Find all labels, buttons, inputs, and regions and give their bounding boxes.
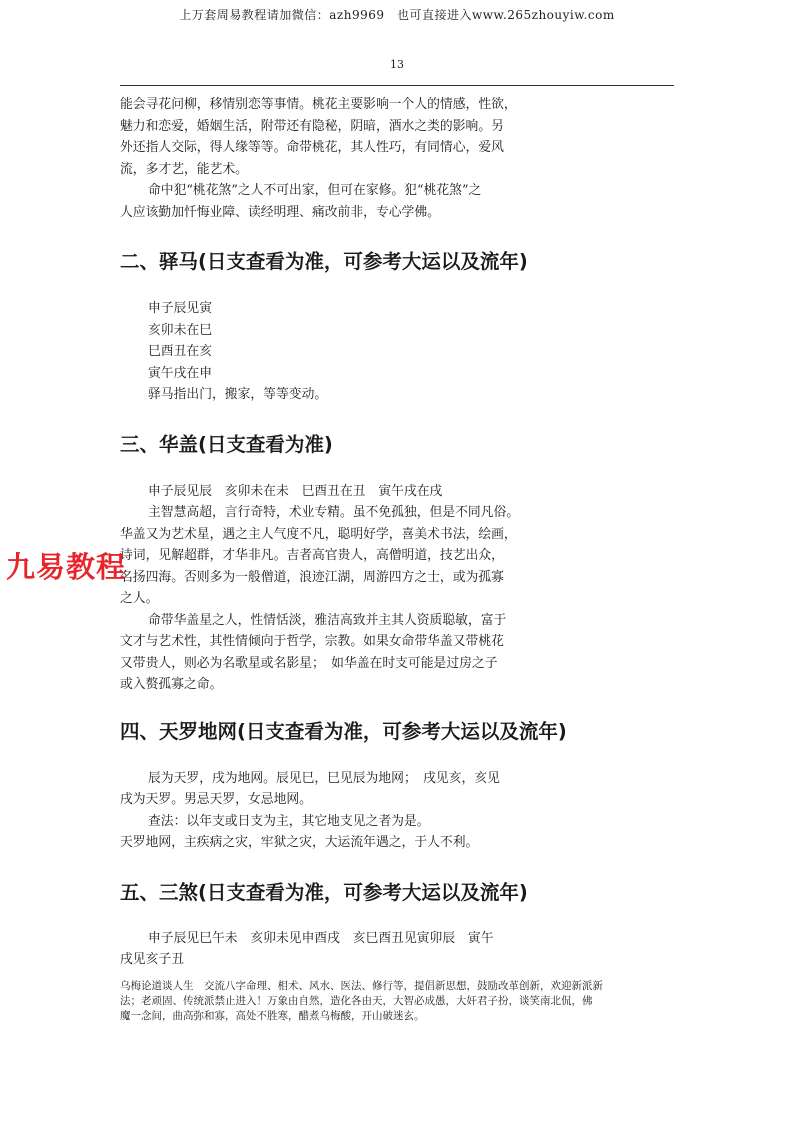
intro-para-line: 人应该勤加忏悔业障、读经明理、痛改前非，专心学佛。 — [120, 204, 440, 220]
paragraph-line: 辰为天罗，戌为地网。辰见巳，巳见辰为地网； 戌见亥，亥见 — [148, 770, 500, 786]
section-heading-huagai: 三、华盖(日支查看为准) — [120, 432, 333, 456]
paragraph-line: 名扬四海。否则多为一般僧道，浪迹江湖，周游四方之士，或为孤寡 — [120, 569, 504, 585]
intro-line: 能会寻花问柳，移情别恋等事情。桃花主要影响一个人的情感，性欲， — [120, 97, 517, 112]
list-item: 申子辰见寅 — [148, 301, 212, 316]
footer-line: 法；老顽固、传统派禁止进入！万象由自然，造化各由天，大智必成愚，大奸君子扮，谈笑南北侃，佛 — [120, 995, 593, 1007]
paragraph-line: 或入赘孤寡之命。 — [120, 677, 223, 692]
list-item: 巳酉丑在亥 — [148, 344, 212, 359]
paragraph-line: 之人。 — [120, 591, 159, 606]
paragraph-line: 华盖又为艺术星，遇之主人气度不凡，聪明好学，喜美术书法，绘画， — [120, 526, 517, 542]
intro-para-line: 命中犯“桃花煞”之人不可出家，但可在家修。犯“桃花煞”之 — [148, 183, 482, 198]
section-heading-tianluo: 四、天罗地网(日支查看为准，可参考大运以及流年) — [120, 719, 567, 743]
paragraph-line: 申子辰见巳午未 亥卯未见申酉戌 亥巳酉丑见寅卯辰 寅午 — [148, 930, 494, 946]
paragraph-line: 戌为天罗。男忌天罗，女忌地网。 — [120, 792, 312, 807]
watermark-logo: 九易教程 — [6, 550, 127, 584]
list-item: 寅午戌在申 — [148, 365, 212, 381]
document-body — [120, 94, 567, 971]
section-heading-yima: 二、驿马(日支查看为准，可参考大运以及流年) — [120, 250, 528, 273]
paragraph-line: 诗词，见解超群，才华非凡。吉者高官贵人，高僧明道，技艺出众， — [120, 548, 504, 563]
paragraph-line: 戌见亥子丑 — [120, 952, 184, 967]
list-item: 亥卯未在巳 — [148, 322, 212, 338]
page-banner: 上万套周易教程请加微信：azh9969 也可直接进入www.265zhouyiw.com — [179, 8, 615, 22]
header-rule — [120, 85, 674, 86]
paragraph-line: 查法：以年支或日支为主，其它地支见之者为是。 — [148, 813, 430, 829]
paragraph-line: 命带华盖星之人，性情恬淡，雅洁高致并主其人资质聪敏，富于 — [148, 612, 507, 628]
footer-line: 魔一念间，曲高弥和寡，高处不胜寒，醋煮乌梅酸，开山破迷玄。 — [120, 1010, 425, 1022]
paragraph-line: 又带贵人，则必为名歌星或名影星； 如华盖在时支可能是过房之子 — [120, 655, 498, 671]
section-yima-list — [120, 298, 560, 406]
list-item: 驿马指出门，搬家，等等变动。 — [148, 387, 328, 402]
paragraph-line: 天罗地网，主疾病之灾，牢狱之灾，大运流年遇之，于人不利。 — [120, 835, 479, 850]
intro-line: 外还指人交际，得人缘等等。命带桃花，其人性巧，有同情心，爱风 — [120, 140, 504, 155]
paragraph-line: 文才与艺术性，其性情倾向于哲学，宗教。如果女命带华盖又带桃花 — [120, 634, 504, 649]
page-number: 13 — [390, 58, 404, 71]
huagai-rule-line: 申子辰见辰 亥卯未在未 巳酉丑在丑 寅午戌在戌 — [148, 483, 443, 499]
paragraph-line: 主智慧高超，言行奇特，术业专精。虽不免孤独，但是不同凡俗。 — [148, 505, 520, 520]
footer-line: 乌梅论道谈人生 交流八字命理、相术、风水、医法、修行等，提倡新思想，鼓励改革创新，欢迎新派新 — [120, 980, 603, 992]
footer-note — [120, 979, 680, 1024]
intro-line: 魅力和恋爱，婚姻生活，附带还有隐秘，阴暗，酒水之类的影响。另 — [120, 118, 504, 134]
intro-line: 流，多才艺，能艺术。 — [120, 161, 248, 177]
section-heading-sansha: 五、三煞(日支查看为准，可参考大运以及流年) — [120, 880, 528, 904]
